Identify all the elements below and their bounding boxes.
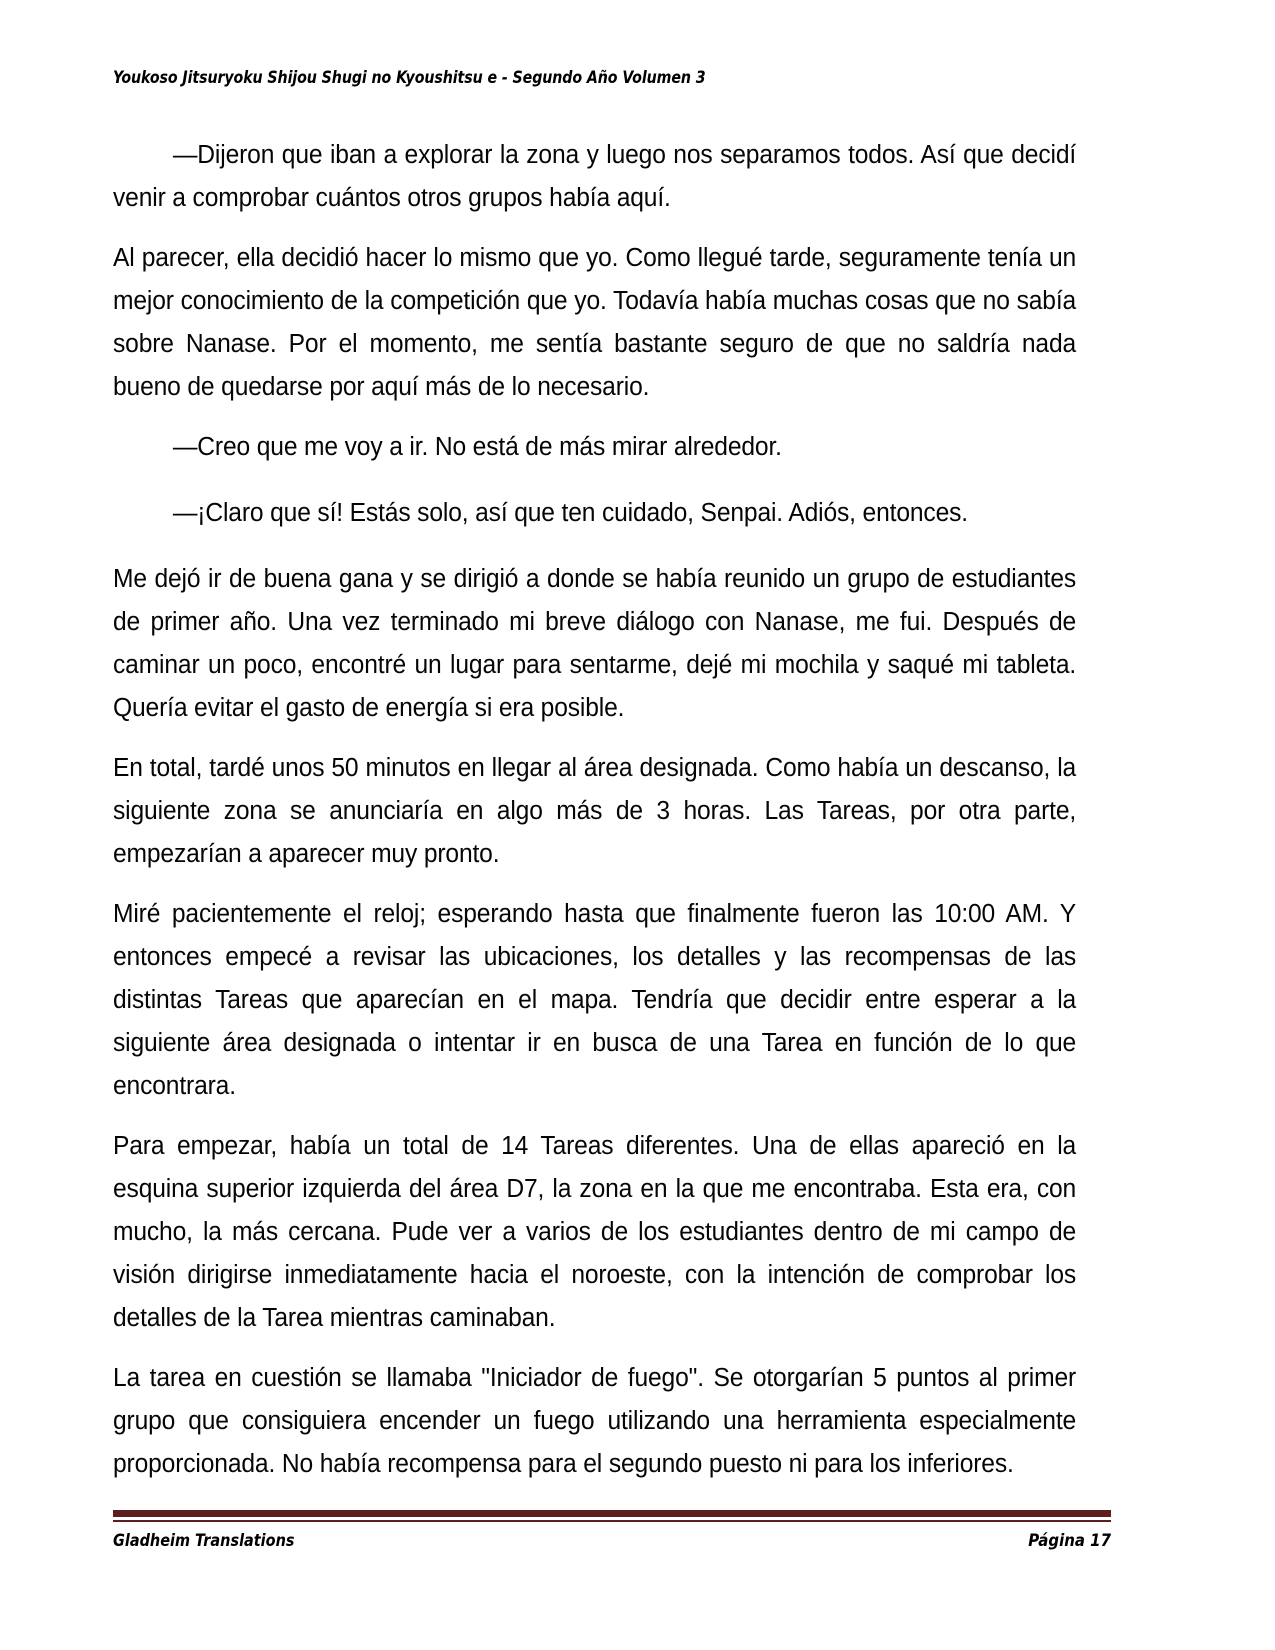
paragraph: La tarea en cuestión se llamaba "Iniciador de fuego". Se otorgarían 5 puntos al primer grupo que consiguiera encender un fuego utilizando una herramienta especialmente proporcionada. No había recompensa para el segundo puesto ni para los inferiores. [113,1364,1077,1478]
paragraph: Miré pacientemente el reloj; esperando hasta que finalmente fueron las 10:00 AM. Y entonces empecé a revisar las ubicaciones, los detalles y las recompensas de las distintas Tareas que aparecían en el mapa. Tendría que decidir entre esperar a la siguiente área designada o intentar ir en busca de una Tarea en función de lo que encontrara. [113,900,1077,1100]
footer-rule-thick [113,1510,1111,1517]
page-header [113,68,1113,87]
footer-page-number: Página 17 [1028,1531,1111,1551]
paragraph: Me dejó ir de buena gana y se dirigió a donde se había reunido un grupo de estudiantes de primer año. Una vez terminado mi breve diálogo con Nanase, me fui. Después de caminar un poco, encontré un lugar para sentarme, dejé mi mochila y saqué mi tableta. Quería evitar el gasto de energía si era posible. [113,565,1077,722]
dialogue-line: —¡Claro que sí! Estás solo, así que ten cuidado, Senpai. Adiós, entonces. [172,499,968,527]
footer-rule-thin [113,1520,1111,1522]
paragraph: En total, tardé unos 50 minutos en llegar al área designada. Como había un descanso, la siguiente zona se anunciaría en algo más de 3 horas. Las Tareas, por otra parte, empezarían a aparecer muy pronto. [113,754,1077,868]
footer-divider [113,1510,1111,1522]
paragraph: —Dijeron que iban a explorar la zona y luego nos separamos todos. Así que decidí venir a comprobar cuántos otros grupos había aquí. [113,141,1077,212]
footer-translator-credit: Gladheim Translations [113,1531,295,1551]
dialogue-line: —Creo que me voy a ir. No está de más mirar alrededor. [172,433,782,461]
header-title: Youkoso Jitsuryoku Shijou Shugi no Kyoushitsu e - Segundo Año Volumen 3 [113,68,706,87]
page-footer [113,1531,1111,1551]
page-content [113,134,1111,1486]
paragraph: Al parecer, ella decidió hacer lo mismo que yo. Como llegué tarde, seguramente tenía un mejor conocimiento de la competición que yo. Todavía había muchas cosas que no sabía sobre Nanase. Por el momento, me sentía bastante seguro de que no saldría nada bueno de quedarse por aquí más de lo necesario. [113,244,1077,401]
paragraph: Para empezar, había un total de 14 Tareas diferentes. Una de ellas apareció en la esquina superior izquierda del área D7, la zona en la que me encontraba. Esta era, con mucho, la más cercana. Pude ver a varios de los estudiantes dentro de mi campo de visión dirigirse inmediatamente hacia el noroeste, con la intención de comprobar los detalles de la Tarea mientras caminaban. [113,1132,1077,1332]
